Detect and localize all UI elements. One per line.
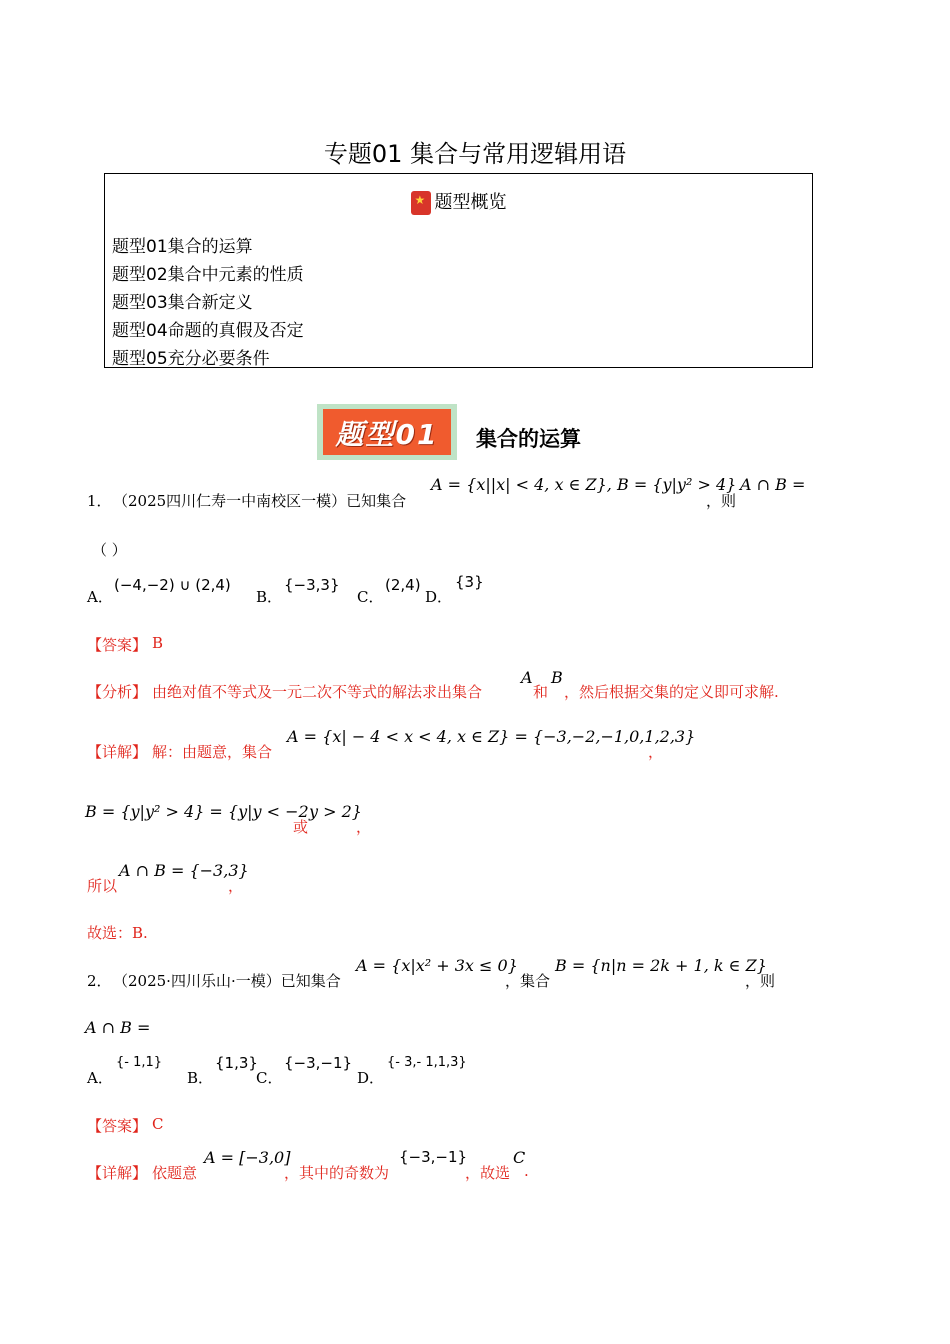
q2-then: ，则 [745, 972, 776, 990]
q2-detail-set-a: A = [−3,0] [204, 1148, 291, 1167]
overview-item: 题型03集合新定义 [112, 293, 253, 313]
q1-detail-text: 解：由题意，集合 [152, 743, 273, 761]
q1-paren: （ ） [92, 541, 127, 559]
q1-source: （2025四川仁寿一中南校区一模）已知集合 [113, 492, 407, 510]
section-name: 集合的运算 [476, 427, 581, 451]
q2-option-label: D． [357, 1069, 385, 1087]
q2-option-label: A． [87, 1069, 113, 1087]
overview-heading-row [105, 188, 812, 215]
q1-answer: B [152, 634, 164, 652]
q1-analysis-and: 和 [533, 683, 549, 701]
q1-analysis-set-a: A [521, 668, 533, 687]
q2-detail-text: 依题意 [152, 1164, 198, 1182]
q2-detail-c: C [513, 1148, 526, 1167]
page-title: 专题01 集合与常用逻辑用语 [323, 140, 627, 168]
section-badge-inner [323, 409, 451, 455]
q1-analysis-set-b: B [551, 668, 563, 687]
q1-intersect: A ∩ B = [740, 475, 806, 494]
q2-source: （2025·四川乐山·一模）已知集合 [113, 972, 341, 990]
q1-set-expression: A = {x||x| < 4, x ∈ Z}, B = {y|y² > 4} [431, 475, 737, 494]
q1-option-value: (−4,−2) ∪ (2,4) [114, 576, 231, 594]
q2-detail-text-3: ，故选 [465, 1164, 511, 1182]
q1-result: A ∩ B = {−3,3} [119, 861, 249, 880]
q1-then: ，则 [706, 492, 737, 510]
q1-option-label: D． [425, 588, 453, 606]
q1-answer-tag: 【答案】 [87, 636, 148, 654]
overview-item: 题型04命题的真假及否定 [112, 321, 304, 341]
q2-number: 2． [87, 972, 112, 990]
q1-option-label: B． [256, 588, 283, 606]
q2-option-value: {- 1,1} [116, 1055, 163, 1070]
q1-result-comma: ， [228, 877, 244, 895]
q1-so: 所以 [87, 877, 118, 895]
q2-option-value: {1,3} [215, 1054, 258, 1072]
q1-detail-or: 或 [293, 818, 309, 836]
book-icon: ★ [411, 191, 431, 215]
q2-option-label: B． [187, 1069, 214, 1087]
overview-heading: 题型概览 [434, 192, 507, 213]
section-badge [317, 404, 457, 460]
q1-detail-tag: 【详解】 [87, 743, 148, 761]
q1-analysis-text: 由绝对值不等式及一元二次不等式的解法求出集合 [152, 683, 483, 701]
section-badge-text: 题型01 [335, 418, 439, 451]
q2-detail-text-2: ，其中的奇数为 [284, 1164, 390, 1182]
q1-option-label: A． [87, 588, 113, 606]
q2-mid: ，集合 [505, 972, 551, 990]
overview-item: 题型02集合中元素的性质 [112, 265, 304, 285]
q2-detail-end: . [524, 1162, 529, 1180]
q2-option-value: {−3,−1} [284, 1054, 353, 1072]
overview-box [104, 173, 813, 368]
q1-analysis-text-2: ，然后根据交集的定义即可求解. [564, 683, 779, 701]
q1-detail-set-a: A = {x| − 4 < x < 4, x ∈ Z} = {−3,−2,−1,0,1,2,3} [287, 727, 696, 746]
q1-detail-set-b-right: y > 2} [309, 802, 362, 821]
overview-item: 题型01集合的运算 [112, 237, 253, 257]
q1-option-value: {3} [455, 573, 484, 591]
q2-option-label: C． [256, 1069, 283, 1087]
q2-detail-tag: 【详解】 [87, 1164, 148, 1182]
q2-answer-tag: 【答案】 [87, 1117, 148, 1135]
q1-detail-comma-2: ， [356, 818, 372, 836]
q1-choose: 故选：B. [87, 924, 148, 942]
q2-set-b: B = {n|n = 2k + 1, k ∈ Z} [555, 956, 767, 975]
q1-detail-set-b: B = {y|y² > 4} = {y|y < −2 [85, 802, 309, 821]
q1-analysis-tag: 【分析】 [87, 683, 148, 701]
q1-option-label: C． [357, 588, 384, 606]
q1-option-value: {−3,3} [284, 576, 340, 594]
q2-detail-odd: {−3,−1} [399, 1148, 468, 1166]
q2-set-a: A = {x|x² + 3x ≤ 0} [356, 956, 518, 975]
q2-intersect: A ∩ B = [85, 1018, 151, 1037]
q2-answer: C [152, 1115, 164, 1133]
q1-detail-comma: ， [648, 743, 664, 761]
overview-item: 题型05充分必要条件 [112, 349, 270, 369]
q2-option-value: {- 3,- 1,1,3} [387, 1055, 467, 1070]
q1-number: 1． [87, 492, 112, 510]
q1-option-value: (2,4) [385, 576, 421, 594]
